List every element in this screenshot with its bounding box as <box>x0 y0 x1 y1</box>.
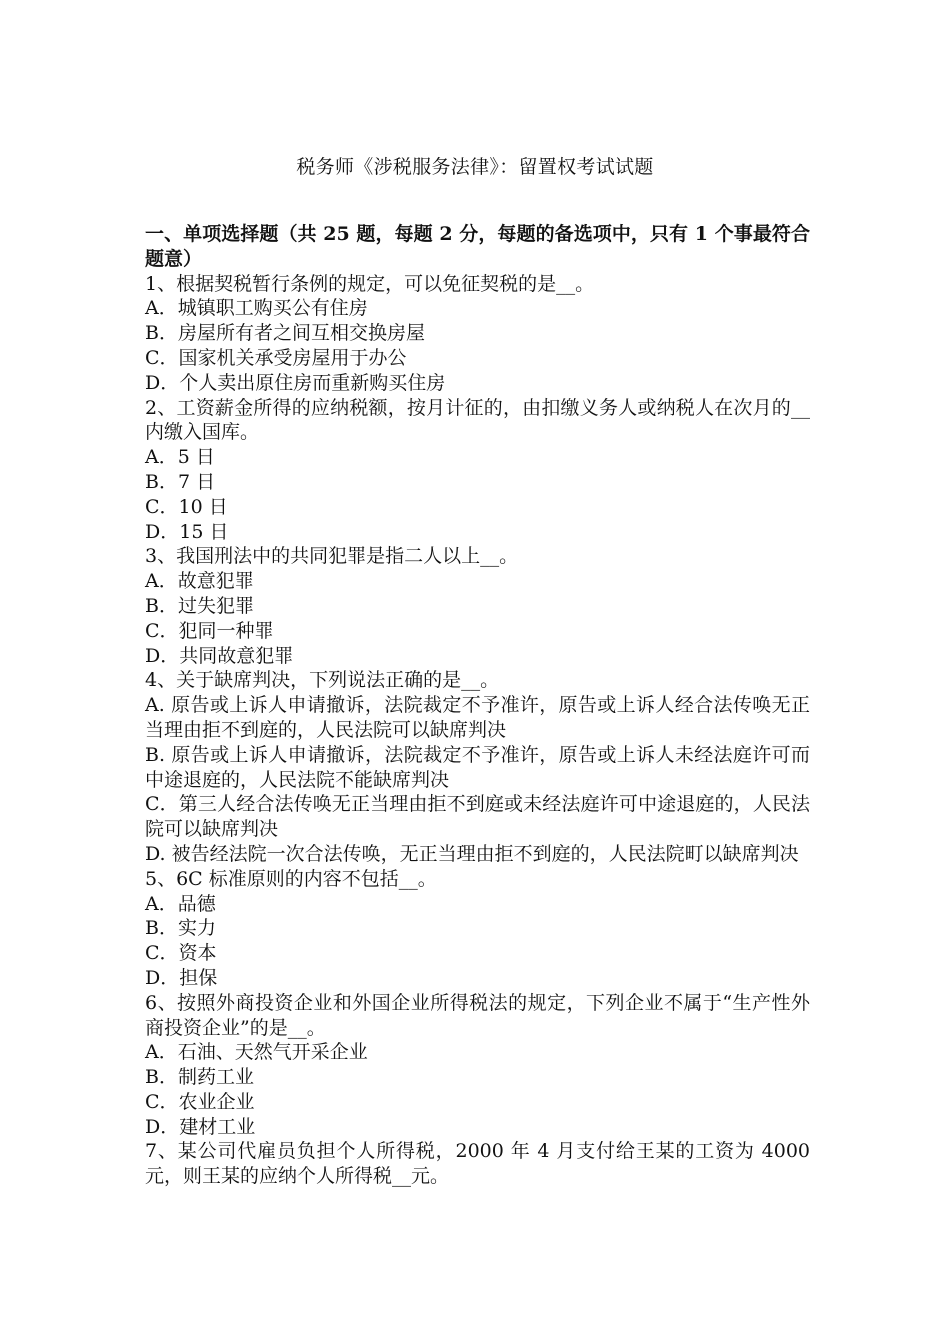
document-title: 税务师《涉税服务法律》：留置权考试试题 <box>296 156 654 178</box>
option-b: B．过失犯罪 <box>145 594 254 617</box>
option-a: A．5 日 <box>145 446 215 469</box>
option-d: D．建材工业 <box>145 1115 256 1138</box>
option-c: C．10 日 <box>145 495 228 518</box>
option-a: A．故意犯罪 <box>145 570 254 593</box>
option-b: B. 原告或上诉人申请撤诉，法院裁定不予准许，原告或上诉人未经法庭许可而中途退庭的，人民法院不能缺席判决 <box>145 743 810 791</box>
question-stem: 5、6C 标准原则的内容不包括__。 <box>145 867 437 890</box>
option-a: A．石油、天然气开采企业 <box>145 1041 368 1064</box>
option-c: C．农业企业 <box>145 1090 255 1113</box>
question-3 <box>145 544 810 668</box>
question-stem: 2、工资薪金所得的应纳税额，按月计征的，由扣缴义务人或纳税人在次月的__内缴入国库。 <box>145 396 810 444</box>
option-a: A. 原告或上诉人申请撤诉，法院裁定不予准许，原告或上诉人经合法传唤无正当理由拒不到庭的，人民法院可以缺席判决 <box>145 694 810 741</box>
option-c: C．国家机关承受房屋用于办公 <box>145 346 407 369</box>
document-body <box>145 222 810 1189</box>
option-d: D. 被告经法院一次合法传唤，无正当理由拒不到庭的，人民法院町以缺席判决 <box>145 842 799 865</box>
option-d: D．担保 <box>145 966 218 989</box>
option-a: A．城镇职工购买公有住房 <box>145 297 368 320</box>
section-heading: 一、单项选择题（共 25 题，每题 2 分，每题的备选项中，只有 1 个事最符合题意） <box>145 223 810 270</box>
option-a: A．品德 <box>145 892 216 915</box>
option-b: B．实力 <box>145 917 216 940</box>
option-c: C．第三人经合法传唤无正当理由拒不到庭或未经法庭许可中途退庭的，人民法院可以缺席判决 <box>145 793 810 841</box>
option-b: B．房屋所有者之间互相交换房屋 <box>145 322 425 345</box>
option-d: D．15 日 <box>145 520 229 543</box>
question-2 <box>145 396 810 545</box>
question-stem: 3、我国刑法中的共同犯罪是指二人以上__。 <box>145 545 519 568</box>
option-b: B．制药工业 <box>145 1066 254 1089</box>
question-5 <box>145 867 810 991</box>
question-stem: 7、某公司代雇员负担个人所得税，2000 年 4 月支付给王某的工资为 4000 元，则王某的应纳个人所得税__元。 <box>145 1140 810 1188</box>
option-b: B．7 日 <box>145 470 216 493</box>
question-stem: 6、按照外商投资企业和外国企业所得税法的规定，下列企业不属于“生产性外商投资企业”的是__。 <box>145 991 810 1039</box>
option-d: D．个人卖出原住房而重新购买住房 <box>145 371 446 394</box>
option-c: C．资本 <box>145 942 217 965</box>
question-1 <box>145 272 810 396</box>
option-d: D．共同故意犯罪 <box>145 644 294 667</box>
question-6 <box>145 991 810 1140</box>
question-stem: 4、关于缺席判决，下列说法正确的是__。 <box>145 669 500 692</box>
question-7 <box>145 1139 810 1189</box>
question-4 <box>145 668 810 866</box>
question-stem: 1、根据契税暂行条例的规定，可以免征契税的是__。 <box>145 272 595 295</box>
option-c: C．犯同一种罪 <box>145 619 274 642</box>
